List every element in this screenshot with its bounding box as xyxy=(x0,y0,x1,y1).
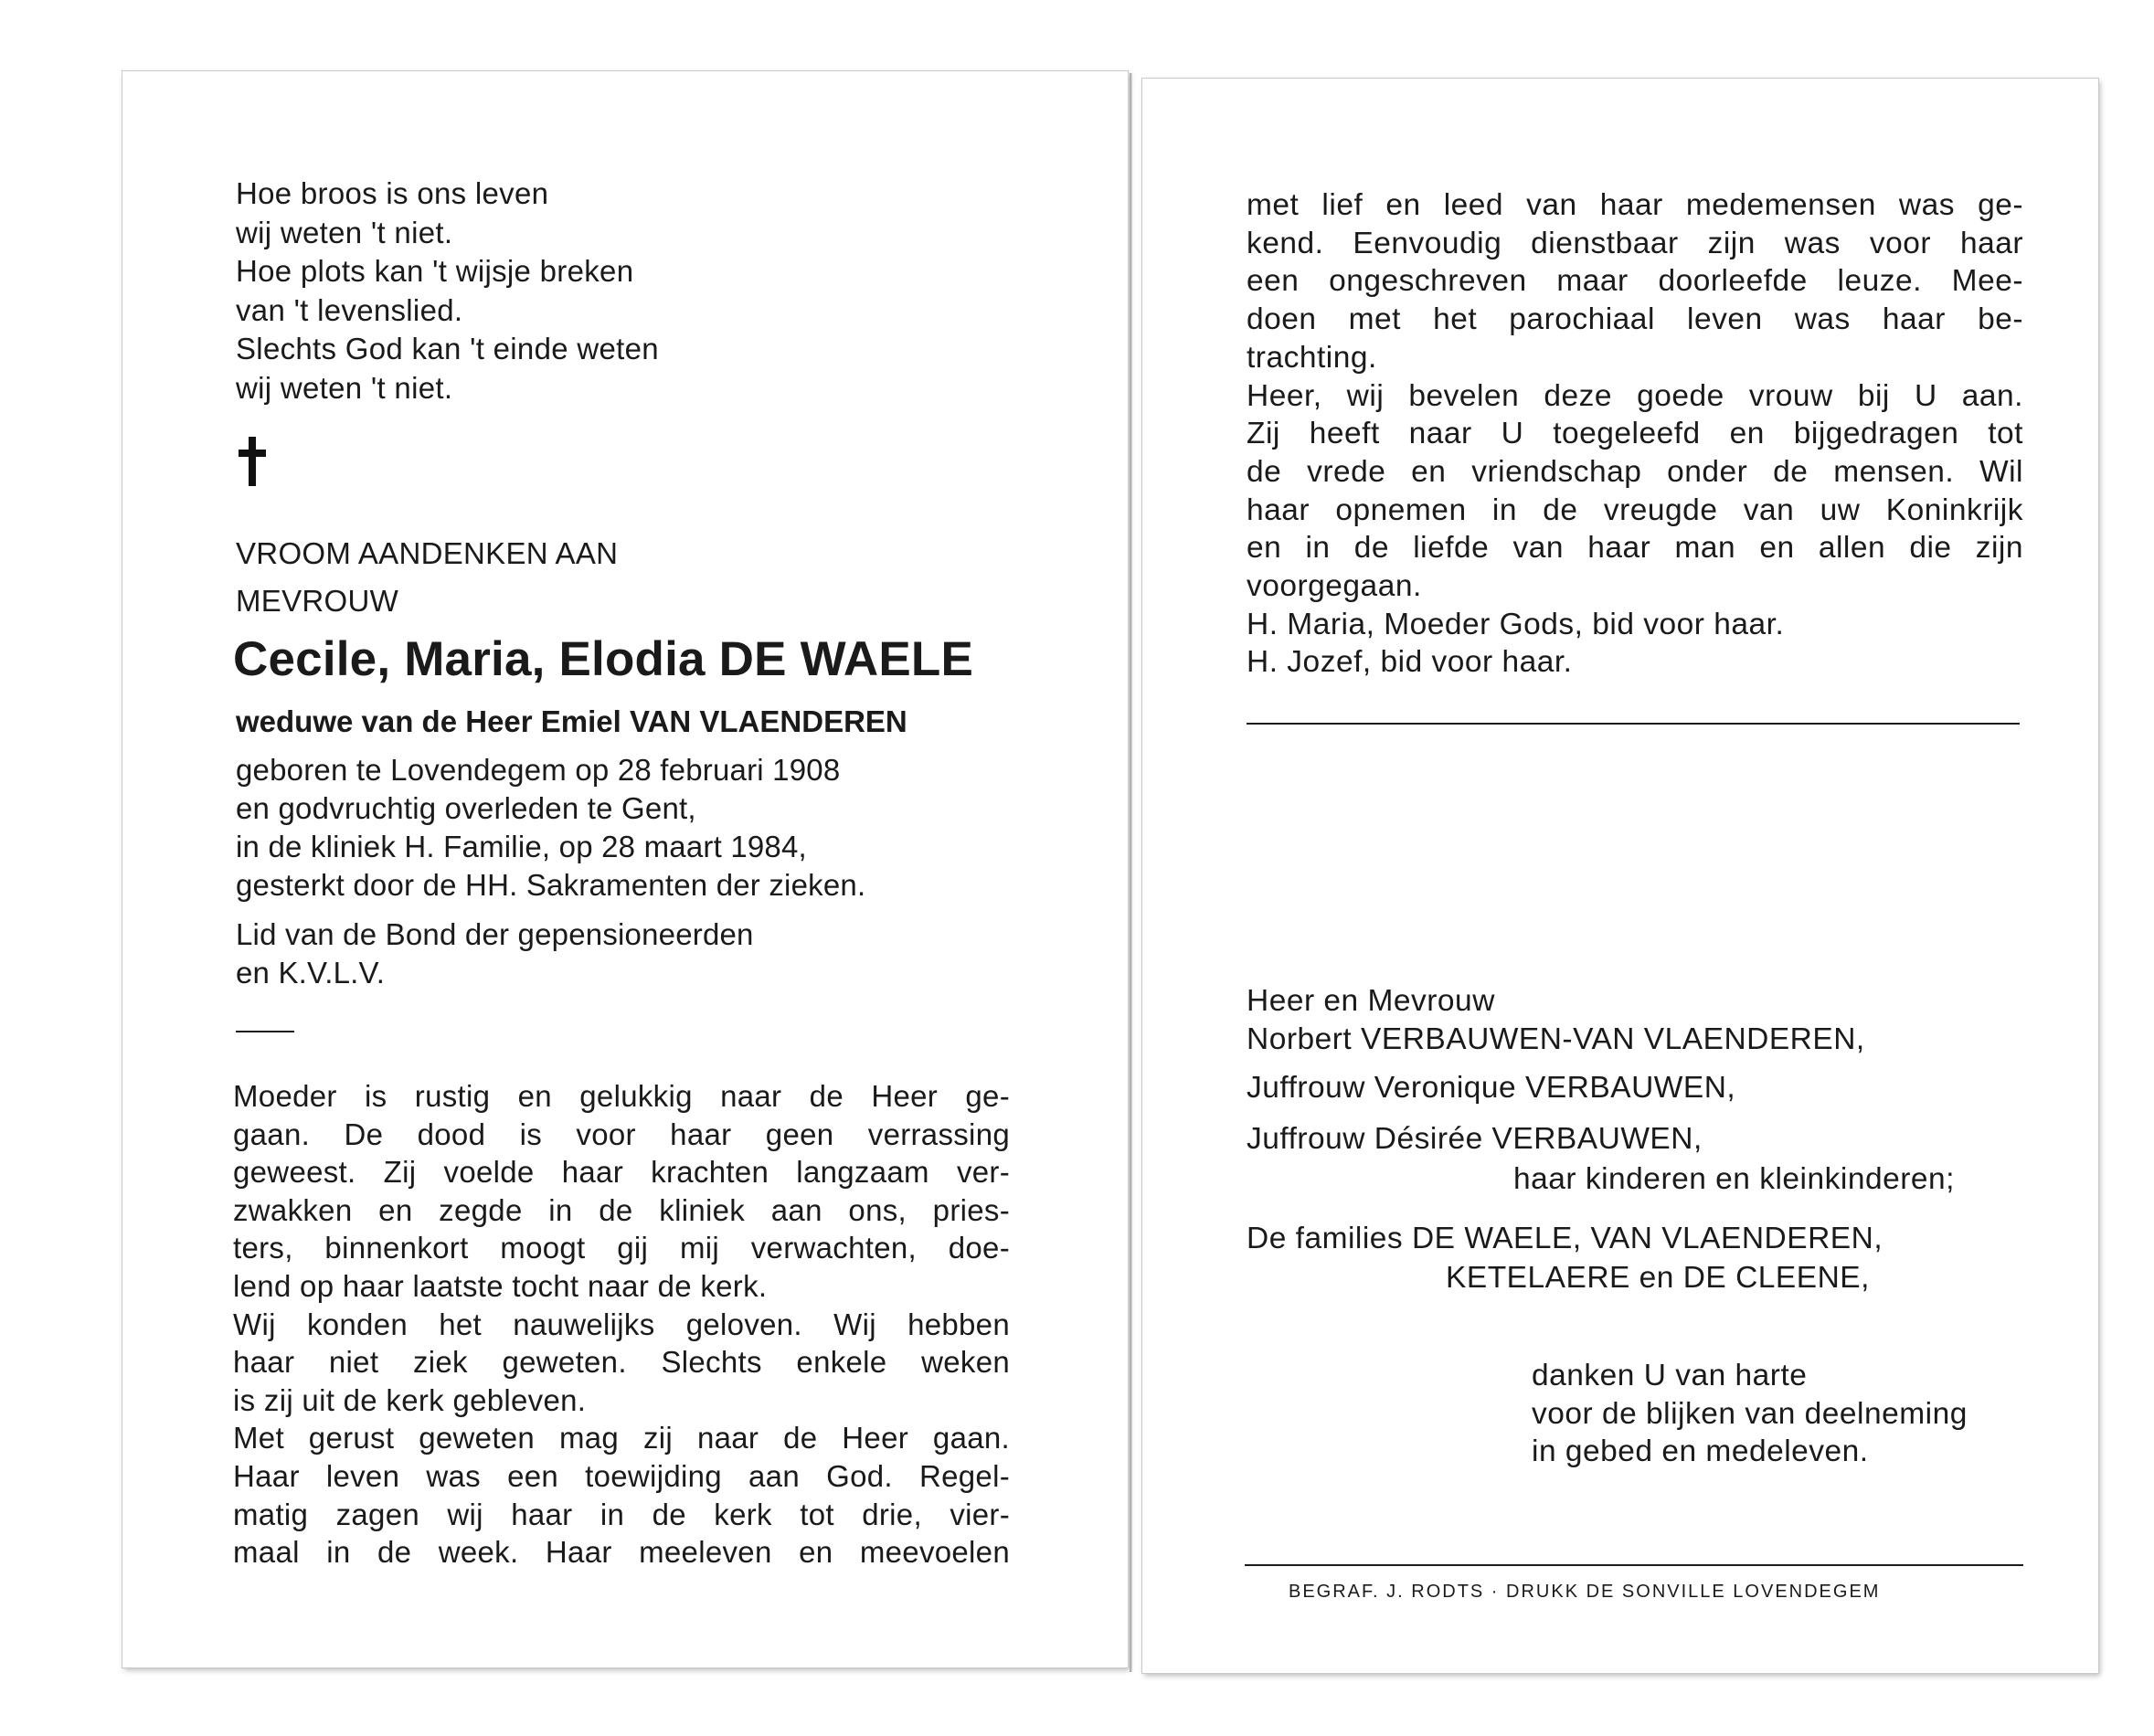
poem-line: Hoe plots kan 't wijsje breken xyxy=(236,254,634,288)
family-line: haar kinderen en kleinkinderen; xyxy=(1513,1162,1955,1196)
card-fold xyxy=(1130,73,1132,1672)
deceased-name: Cecile, Maria, Elodia DE WAELE xyxy=(233,632,974,686)
widow-of: weduwe van de Heer Emiel VAN VLAENDEREN xyxy=(236,704,907,738)
text-line: trachting. xyxy=(1247,340,1377,375)
poem-line: Hoe broos is ons leven xyxy=(236,176,549,210)
bio-line: geboren te Lovendegem op 28 februari 1908 xyxy=(236,753,841,787)
short-divider xyxy=(236,1031,294,1032)
membership-line: en K.V.L.V. xyxy=(236,956,386,990)
bio-line: gesterkt door de HH. Sakramenten der zieken. xyxy=(236,868,866,902)
poem-line: van 't levenslied. xyxy=(236,292,463,327)
cross-icon xyxy=(236,437,269,486)
right-text xyxy=(1247,186,2023,682)
poem-line: Slechts God kan 't einde weten xyxy=(236,332,659,365)
text-line: matig zagen wij haar in de kerk tot drie, vier- xyxy=(233,1497,1010,1531)
heading-line: VROOM AANDENKEN AAN xyxy=(236,536,619,570)
text-line: zwakken en zegde in de kliniek aan ons, pries- xyxy=(233,1192,1010,1227)
poem-line: wij weten 't niet. xyxy=(236,370,453,405)
text-line: Haar leven was een toewijding aan God. Regel- xyxy=(233,1458,1010,1493)
text-line: en in de liefde van haar man en allen die zijn xyxy=(1247,531,2023,566)
text-line: haar niet ziek geweten. Slechts enkele weken xyxy=(233,1345,1010,1380)
text-line: doen met het parochiaal leven was haar be- xyxy=(1247,302,2023,337)
text-line: is zij uit de kerk gebleven. xyxy=(233,1382,587,1417)
text-line: een ongeschreven maar doorleefde leuze. Mee- xyxy=(1247,264,2023,299)
thanks xyxy=(1532,1357,1968,1471)
text-line: H. Jozef, bid voor haar. xyxy=(1247,645,1573,680)
text-line: gaan. De dood is voor haar geen verrassing xyxy=(233,1117,1010,1151)
family-line: KETELAERE en DE CLEENE, xyxy=(1446,1261,1870,1295)
text-line: kend. Eenvoudig dienstbaar zijn was voor haar xyxy=(1247,226,2023,260)
poem xyxy=(236,175,659,408)
text-line: Met gerust geweten mag zij naar de Heer gaan. xyxy=(233,1421,1010,1455)
heading-line: MEVROUW xyxy=(236,584,399,618)
family-line: De families DE WAELE, VAN VLAENDEREN, xyxy=(1247,1222,1883,1255)
text-line: met lief en leed van haar medemensen was ge- xyxy=(1247,188,2023,222)
printer-credit: BEGRAF. J. RODTS · DRUKK DE SONVILLE LOVENDEGEM xyxy=(1289,1582,1881,1602)
family-line: Heer en Mevrouw xyxy=(1247,984,1495,1018)
text-line: ters, binnenkort moogt gij mij verwachten, doe- xyxy=(233,1231,1010,1265)
bio-line: en godvruchtig overleden te Gent, xyxy=(236,791,696,825)
membership xyxy=(236,916,754,992)
memorial-heading xyxy=(236,530,618,625)
membership-line: Lid van de Bond der gepensioneerden xyxy=(236,917,754,951)
text-line: Heer, wij bevelen deze goede vrouw bij U aan. xyxy=(1247,378,2023,413)
text-line: de vrede en vriendschap onder de mensen. Wil xyxy=(1247,454,2023,489)
bio xyxy=(236,751,865,905)
thanks-line: danken U van harte xyxy=(1532,1359,1808,1392)
text-line: H. Maria, Moeder Gods, bid voor haar. xyxy=(1247,607,1785,641)
text-line: voorgegaan. xyxy=(1247,569,1422,604)
bio-line: in de kliniek H. Familie, op 28 maart 1984, xyxy=(236,830,807,863)
poem-line: wij weten 't niet. xyxy=(236,215,453,249)
text-line: Wij konden het nauwelijks geloven. Wij hebben xyxy=(233,1307,1010,1341)
printer-divider xyxy=(1245,1564,2023,1566)
text-line: geweest. Zij voelde haar krachten langzaam ver- xyxy=(233,1155,1010,1190)
long-divider xyxy=(1247,723,2020,725)
thanks-line: voor de blijken van deelneming xyxy=(1532,1396,1968,1431)
family-line: Norbert VERBAUWEN-VAN VLAENDEREN, xyxy=(1247,1022,1865,1056)
text-line: Moeder is rustig en gelukkig naar de Heer ge- xyxy=(233,1079,1010,1113)
text-line: maal in de week. Haar meeleven en meevoelen xyxy=(233,1535,1010,1570)
text-line: Zij heeft naar U toegeleefd en bijgedragen tot xyxy=(1247,417,2023,451)
family-line: Juffrouw Désirée VERBAUWEN, xyxy=(1247,1122,1703,1156)
family-line: Juffrouw Veronique VERBAUWEN, xyxy=(1247,1071,1736,1105)
thanks-line: in gebed en medeleven. xyxy=(1532,1434,1869,1469)
left-text xyxy=(233,1077,1010,1572)
text-line: lend op haar laatste tocht naar de kerk. xyxy=(233,1268,768,1303)
text-line: haar opnemen in de vreugde van uw Koninkrijk xyxy=(1247,492,2023,527)
